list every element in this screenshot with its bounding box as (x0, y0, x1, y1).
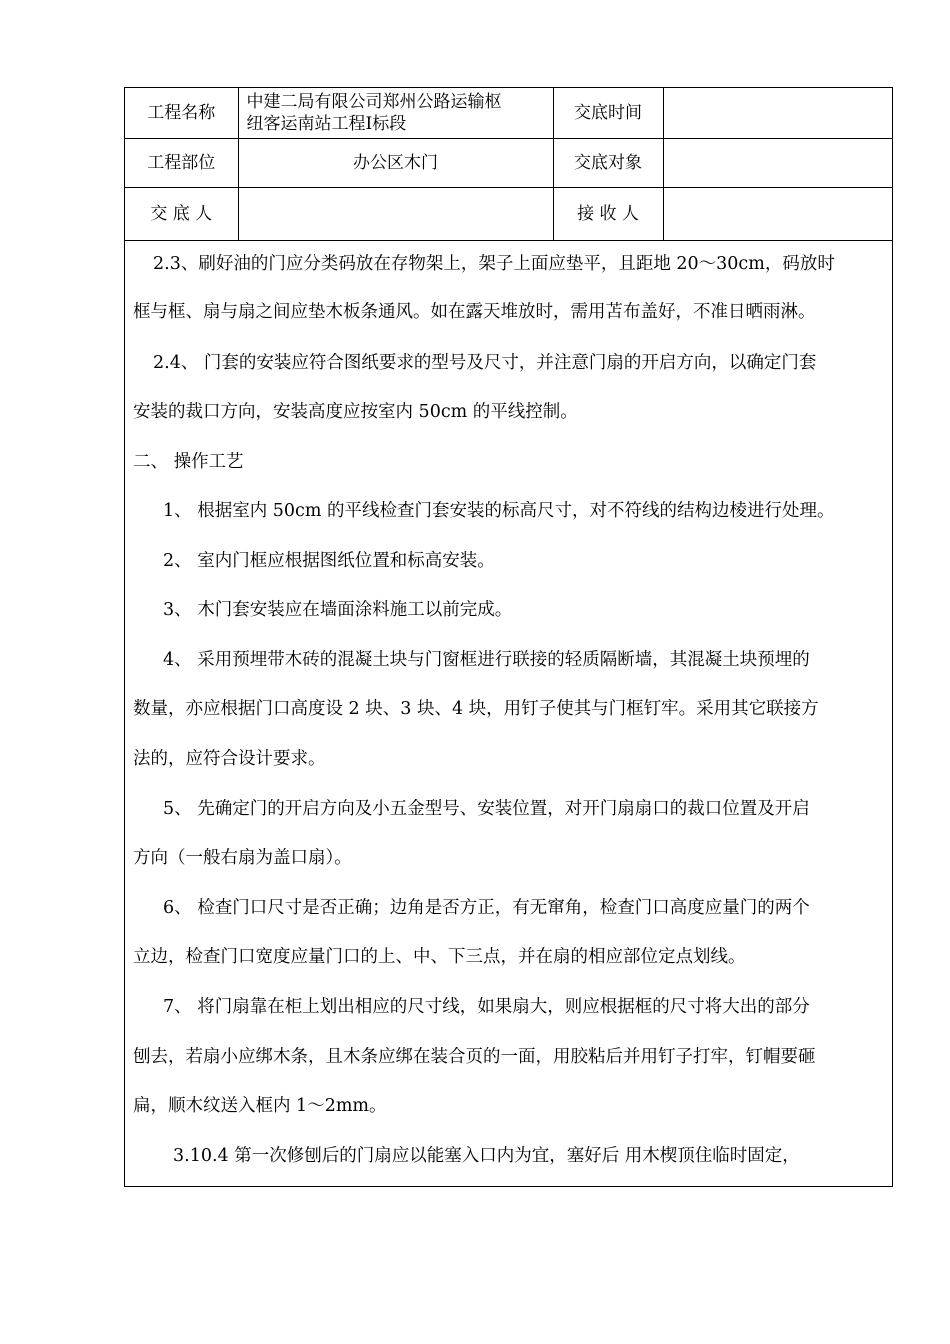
handover-target-label: 交底对象 (553, 138, 663, 187)
step-7-line1: 7、 将门扇靠在柜上划出相应的尺寸线，如果扇大，则应根据框的尺寸将大出的部分 (163, 997, 810, 1017)
step-6-line1: 6、 检查门口尺寸是否正确；边角是否方正，有无窜角，检查门口高度应量门的两个 (163, 898, 810, 918)
handover-person-value (238, 187, 553, 240)
step-5-line1: 5、 先确定门的开启方向及小五金型号、安装位置，对开门扇扇口的裁口位置及开启 (163, 799, 810, 819)
step-6-line2: 立边，检查门口宽度应量门口的上、中、下三点，并在扇的相应部位定点划线。 (133, 947, 746, 967)
paragraph-3-10-4: 3.10.4 第一次修刨后的门扇应以能塞入口内为宜，塞好后 用木楔顶住临时固定， (173, 1146, 800, 1166)
paragraph-2-3-line1: 2.3、刷好油的门应分类码放在存物架上，架子上面应垫平，且距地 20～30cm，码放时 (153, 254, 835, 274)
step-4-line2: 数量，亦应根据门口高度设 2 块、3 块、4 块，用钉子使其与门框钉牢。采用其它联接方 (133, 699, 819, 719)
receiver-value (663, 187, 892, 240)
project-part-value: 办公区木门 (238, 138, 553, 187)
step-3: 3、 木门套安装应在墙面涂料施工以前完成。 (163, 600, 513, 620)
step-5-line2: 方向（一般右扇为盖口扇）。 (133, 848, 352, 868)
handover-target-value (663, 138, 892, 187)
project-name-value (238, 88, 553, 138)
handover-time-label: 交底时间 (553, 88, 663, 138)
step-4-line3: 法的，应符合设计要求。 (133, 749, 326, 769)
paragraph-2-4-line1: 2.4、 门套的安装应符合图纸要求的型号及尺寸，并注意门扇的开启方向，以确定门套 (153, 353, 817, 373)
handover-time-value (663, 88, 892, 138)
header-row-project-name (125, 88, 892, 138)
step-1: 1、 根据室内 50cm 的平线检查门套安装的标高尺寸，对不符线的结构边棱进行处理。 (163, 501, 835, 521)
project-part-label: 工程部位 (125, 138, 238, 187)
project-name-line1: 中建二局有限公司郑州公路运输枢 (246, 91, 502, 112)
disclosure-form (124, 87, 893, 1187)
step-2: 2、 室内门框应根据图纸位置和标高安装。 (163, 551, 495, 571)
section-title: 二、 操作工艺 (133, 452, 244, 472)
receiver-label: 接 收 人 (553, 187, 663, 240)
header-row-project-part (125, 138, 892, 187)
project-name-label: 工程名称 (125, 88, 238, 138)
paragraph-2-3-line2: 框与框、扇与扇之间应垫木板条通风。如在露天堆放时，需用苫布盖好，不准日晒雨淋。 (133, 302, 816, 322)
header-table (125, 88, 892, 241)
step-4-line1: 4、 采用预埋带木砖的混凝土块与门窗框进行联接的轻质隔断墙，其混凝土块预埋的 (163, 650, 810, 670)
project-name-line2: 纽客运南站工程Ⅰ标段 (246, 113, 407, 134)
paragraph-2-4-line2: 安装的裁口方向，安装高度应按室内 50cm 的平线控制。 (133, 402, 578, 422)
handover-person-label: 交 底 人 (125, 187, 238, 240)
step-7-line2: 刨去，若扇小应绑木条，且木条应绑在装合页的一面，用胶粘后并用钉子打牢，钉帽要砸 (133, 1047, 816, 1067)
header-row-persons (125, 187, 892, 240)
step-7-line3: 扁，顺木纹送入框内 1～2mm。 (133, 1096, 387, 1116)
